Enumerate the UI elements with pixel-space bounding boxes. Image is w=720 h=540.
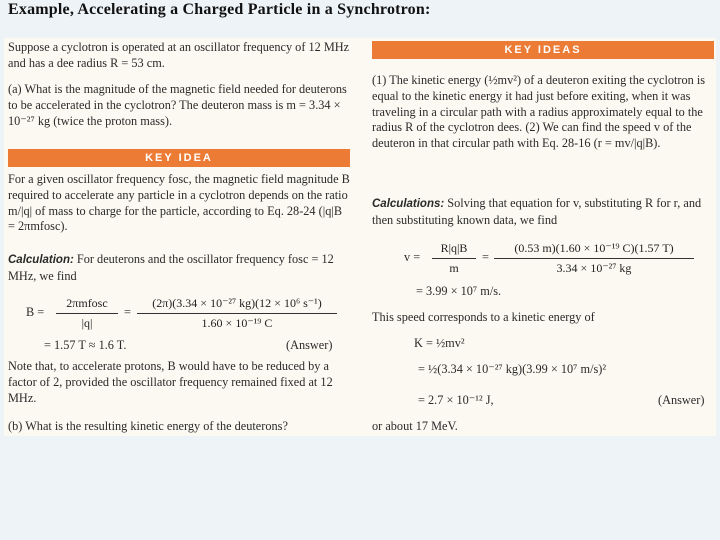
fraction-bar xyxy=(137,313,337,314)
eq-b-lhs: B = xyxy=(26,305,45,319)
eq-b-result: = 1.57 T ≈ 1.6 T. xyxy=(44,338,127,352)
fraction-bar xyxy=(494,258,694,259)
eq-v-equals: = xyxy=(482,250,489,264)
slide-title: Example, Accelerating a Charged Particle in a Synchrotron: xyxy=(8,1,431,18)
fraction-bar xyxy=(56,313,118,314)
problem-intro: Suppose a cyclotron is operated at an oscillator frequency of 12 MHz and has a dee radius R = 53 cm. xyxy=(8,40,350,70)
eq-v-den1: m xyxy=(449,261,459,275)
eq-v-num2: (0.53 m)(1.60 × 10⁻¹⁹ C)(1.57 T) xyxy=(514,241,674,255)
key-ideas-text: (1) The kinetic energy (½mv²) of a deuteron exiting the cyclotron is equal to the kinetic energy it had just before exiting, when it was traveling in a circular path with a radius approximately equal to the radius R of the cyclotron dees. (2) We can find the speed v of the deuteron in that circular path with Eq. 28-16 (r = mv/|q|B). xyxy=(372,73,706,151)
part-a-question: (a) What is the magnitude of the magnetic field needed for deuterons to be accelerated in the cyclotron? The deuteron mass is m = 3.34 × 10⁻²⁷ kg (twice the proton mass). xyxy=(8,82,347,128)
calculations-paragraph xyxy=(372,196,714,229)
eq-k-line2: = ½(3.34 × 10⁻²⁷ kg)(3.99 × 10⁷ m/s)² xyxy=(418,362,607,376)
eq-v-result: = 3.99 × 10⁷ m/s. xyxy=(416,284,502,298)
eq-b-equals: = xyxy=(124,305,131,319)
eq-k-line1: K = ½mv² xyxy=(414,336,465,350)
key-ideas-banner: KEY IDEAS xyxy=(372,41,714,59)
fraction-bar xyxy=(432,258,476,259)
key-idea-banner: KEY IDEA xyxy=(8,149,350,167)
speed-text: This speed corresponds to a kinetic energy of xyxy=(372,310,595,324)
key-idea-text: For a given oscillator frequency fosc, the magnetic field magnitude B required to accelerate any particle in a cyclotron depends on the ratio m/|q| of mass to charge for the particle, according to Eq. 28-24 (|q|B = 2πmfosc). xyxy=(8,172,350,234)
eq-b-den2: 1.60 × 10⁻¹⁹ C xyxy=(201,316,273,330)
calculation-paragraph xyxy=(8,252,350,285)
note-paragraph: Note that, to accelerate protons, B would have to be reduced by a factor of 2, provided the oscillator frequency remained fixed at 12 MHz. xyxy=(8,359,333,405)
about-mev-text: or about 17 MeV. xyxy=(372,419,458,433)
calculations-label: Calculations: xyxy=(372,198,445,210)
eq-b-den1: |q| xyxy=(81,316,93,330)
calculation-text: For deuterons and the oscillator frequency fosc = 12 MHz, we find xyxy=(8,252,334,283)
calculation-label: Calculation: xyxy=(8,254,74,266)
eq-v-lhs: v = xyxy=(404,250,421,264)
eq-v-num1: R|q|B xyxy=(440,241,468,255)
eq-k-line3: = 2.7 × 10⁻¹² J, xyxy=(418,393,494,407)
answer-label-a: (Answer) xyxy=(286,338,333,352)
textbook-excerpt xyxy=(4,38,716,436)
answer-label-b: (Answer) xyxy=(658,393,705,407)
eq-b-num2: (2π)(3.34 × 10⁻²⁷ kg)(12 × 10⁶ s⁻¹) xyxy=(152,296,322,310)
eq-v-den2: 3.34 × 10⁻²⁷ kg xyxy=(556,261,632,275)
calculations-text: Solving that equation for v, substituting R for r, and then substituting known data, we find xyxy=(372,196,702,227)
eq-b-num1: 2πmfosc xyxy=(66,296,108,310)
part-b-question: (b) What is the resulting kinetic energy of the deuterons? xyxy=(8,419,288,433)
